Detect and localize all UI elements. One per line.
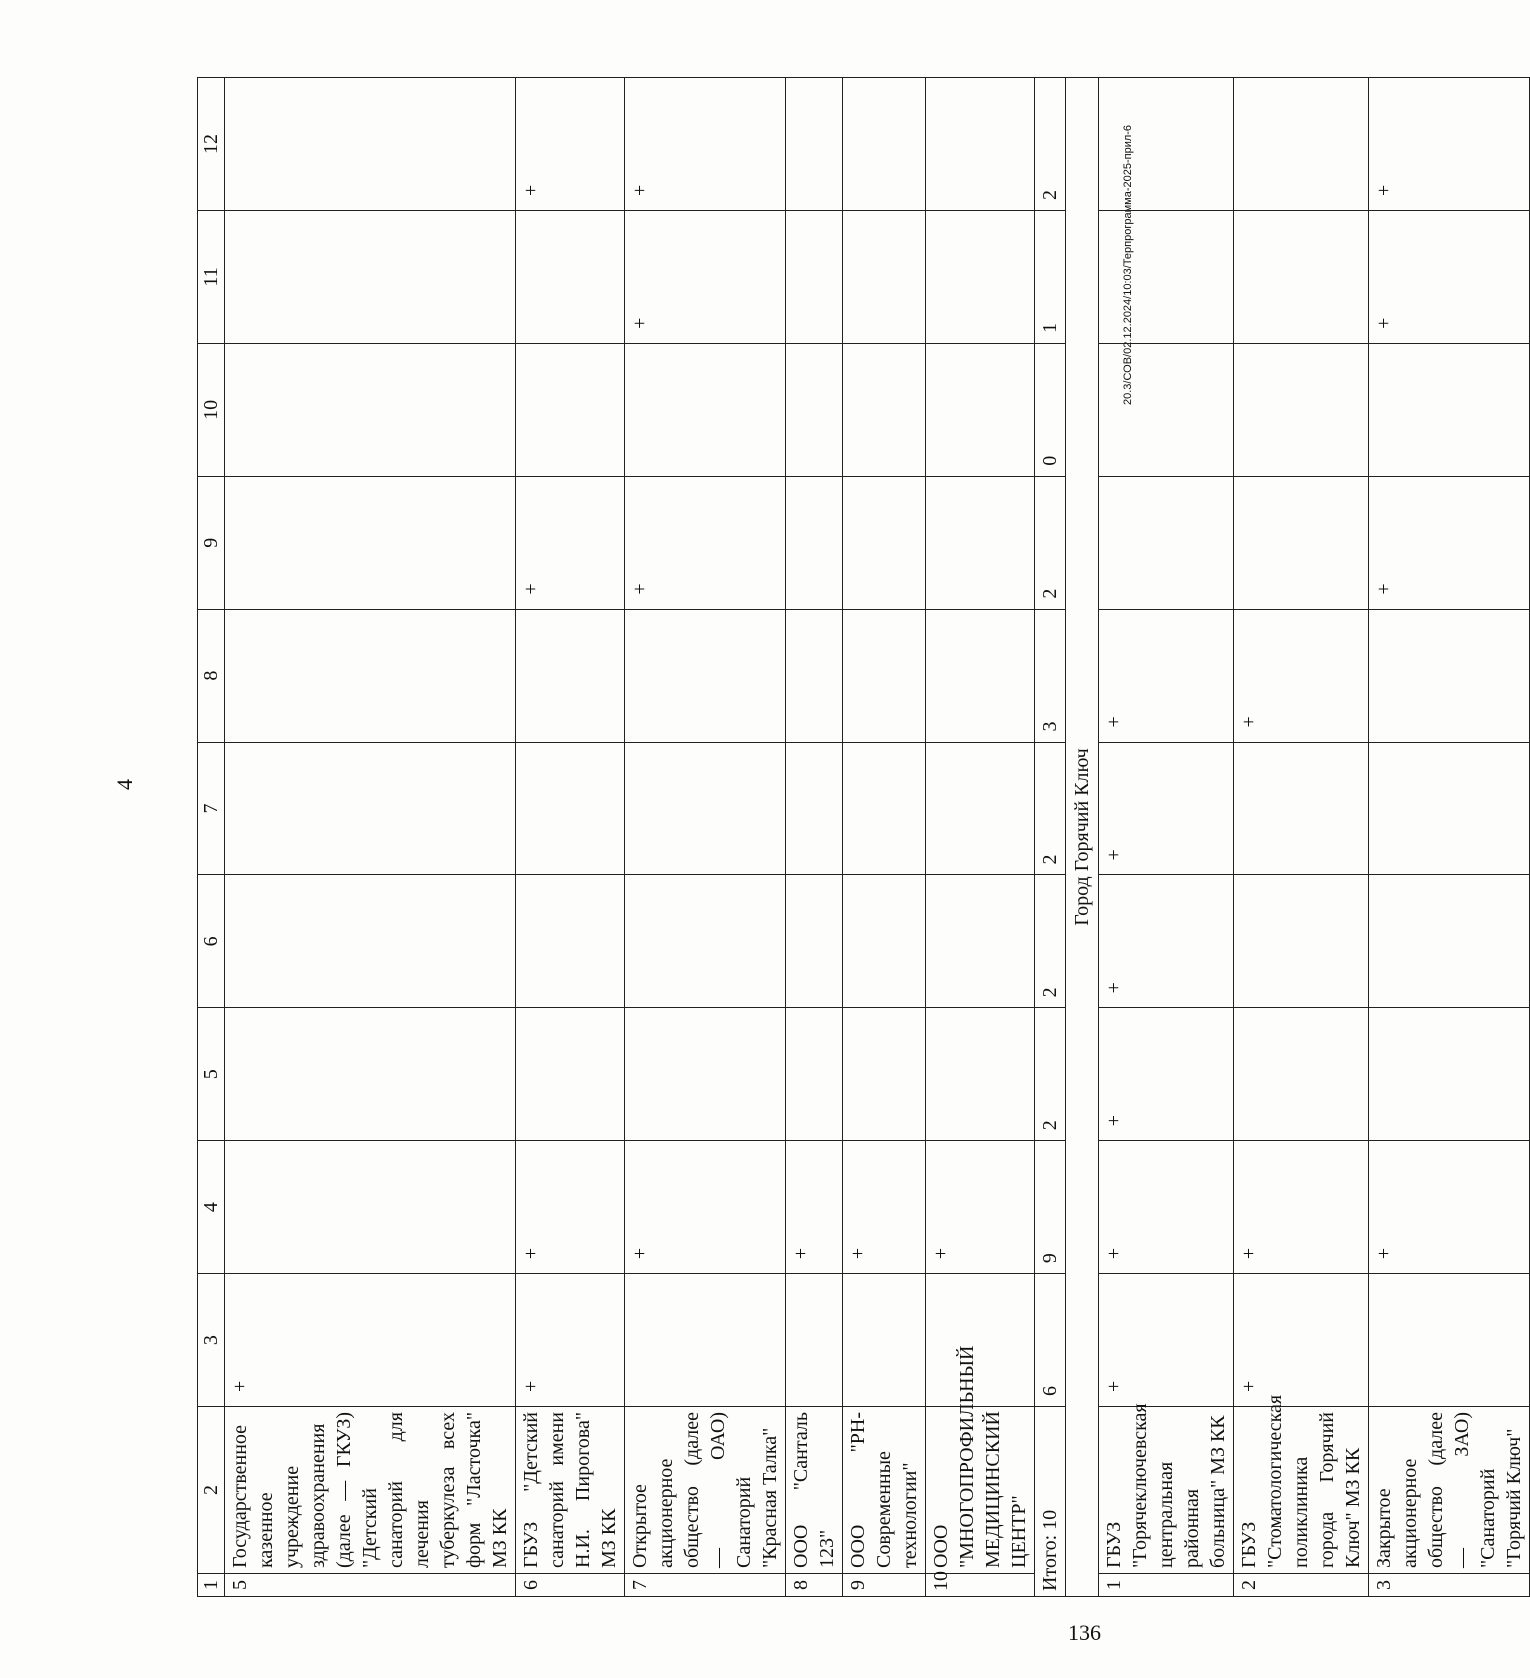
mark-cell <box>516 210 625 343</box>
mark-cell: + <box>786 1141 843 1274</box>
row-number: 8 <box>786 1574 843 1597</box>
header-cell: 11 <box>198 210 225 343</box>
row-number: 3 <box>1369 1574 1530 1597</box>
sheet-number: 136 <box>1068 1620 1101 1645</box>
header-cell: 7 <box>198 742 225 875</box>
facilities-table <box>197 77 1530 1597</box>
mark-cell <box>1234 476 1369 609</box>
mark-cell <box>1099 78 1234 211</box>
mark-cell <box>516 343 625 476</box>
mark-cell <box>843 343 926 476</box>
mark-cell <box>1369 875 1530 1008</box>
row-number: 5 <box>225 1574 516 1597</box>
mark-cell: + <box>843 1141 926 1274</box>
mark-cell: + <box>1099 875 1234 1008</box>
mark-cell <box>926 1008 1035 1141</box>
mark-cell <box>786 609 843 742</box>
table-header-row <box>198 78 225 1597</box>
mark-cell: + <box>1369 210 1530 343</box>
mark-cell <box>1234 742 1369 875</box>
mark-cell <box>516 1008 625 1141</box>
mark-cell <box>1234 875 1369 1008</box>
row-number: 10 <box>926 1574 1035 1597</box>
mark-cell <box>926 210 1035 343</box>
total-cell: 2 <box>1035 875 1066 1008</box>
mark-cell <box>1234 210 1369 343</box>
mark-cell <box>926 742 1035 875</box>
mark-cell <box>926 609 1035 742</box>
table-row <box>625 78 786 1597</box>
header-cell: 6 <box>198 875 225 1008</box>
mark-cell <box>225 476 516 609</box>
header-cell: 1 <box>198 1574 225 1597</box>
mark-cell <box>625 343 786 476</box>
mark-cell: + <box>625 476 786 609</box>
mark-cell <box>625 1274 786 1407</box>
table-row <box>1234 78 1369 1597</box>
facility-name: Государственное казенное учреждение здравоохранения (далее — ГКУЗ) "Детский санаторий для лечения туберкулеза всех форм "Ласточка" МЗ КК <box>225 1407 516 1574</box>
mark-cell <box>1369 609 1530 742</box>
mark-cell <box>786 1008 843 1141</box>
header-cell: 12 <box>198 78 225 211</box>
total-cell: 2 <box>1035 1008 1066 1141</box>
page-number: 4 <box>112 779 137 790</box>
mark-cell: + <box>225 1274 516 1407</box>
facility-name: ООО "Санталь 123" <box>786 1407 843 1574</box>
mark-cell: + <box>1369 78 1530 211</box>
header-cell: 9 <box>198 476 225 609</box>
row-number: 2 <box>1234 1574 1369 1597</box>
mark-cell <box>516 609 625 742</box>
mark-cell <box>786 210 843 343</box>
mark-cell <box>926 1274 1035 1407</box>
document-code: 20.3/СОВ/02.12.2024/10:03/Терпрограмма-2025-прил-6 <box>1122 124 1134 405</box>
total-cell: 1 <box>1035 210 1066 343</box>
row-number: 1 <box>1099 1574 1234 1597</box>
row-number: 6 <box>516 1574 625 1597</box>
mark-cell: + <box>1099 1274 1234 1407</box>
total-label: Итого: 10 <box>1035 1407 1066 1597</box>
mark-cell <box>225 875 516 1008</box>
mark-cell: + <box>625 1141 786 1274</box>
mark-cell: + <box>926 1141 1035 1274</box>
facility-name: ООО "МНОГОПРОФИЛЬНЫЙ МЕДИЦИНСКИЙ ЦЕНТР" <box>926 1407 1035 1574</box>
table-row <box>843 78 926 1597</box>
mark-cell <box>843 78 926 211</box>
total-cell: 2 <box>1035 476 1066 609</box>
mark-cell <box>225 210 516 343</box>
mark-cell: + <box>625 78 786 211</box>
facility-name: ГБУЗ "Детский санаторий имени Н.И. Пирогова" МЗ КК <box>516 1407 625 1574</box>
facility-name: Открытое акционерное общество (далее — ОАО) Санаторий "Красная Талка" <box>625 1407 786 1574</box>
mark-cell: + <box>1234 1274 1369 1407</box>
section-title: Город Горячий Ключ <box>1066 78 1099 1597</box>
mark-cell: + <box>516 476 625 609</box>
mark-cell <box>786 78 843 211</box>
mark-cell <box>516 875 625 1008</box>
total-cell: 3 <box>1035 609 1066 742</box>
mark-cell <box>786 742 843 875</box>
header-cell: 5 <box>198 1008 225 1141</box>
mark-cell <box>225 78 516 211</box>
total-cell: 2 <box>1035 78 1066 211</box>
table-row <box>516 78 625 1597</box>
mark-cell <box>1369 742 1530 875</box>
header-cell: 2 <box>198 1407 225 1574</box>
mark-cell <box>1234 78 1369 211</box>
mark-cell <box>843 476 926 609</box>
mark-cell: + <box>1099 742 1234 875</box>
facility-name: Закрытое акционерное общество (далее — ЗАО) "Санаторий "Горячий Ключ" <box>1369 1407 1530 1574</box>
table-row <box>1099 78 1234 1597</box>
mark-cell: + <box>516 1274 625 1407</box>
mark-cell: + <box>1099 609 1234 742</box>
table-row <box>225 78 516 1597</box>
mark-cell <box>625 1008 786 1141</box>
table-row <box>1369 78 1530 1597</box>
mark-cell <box>625 875 786 1008</box>
mark-cell <box>843 742 926 875</box>
mark-cell <box>926 875 1035 1008</box>
mark-cell <box>926 78 1035 211</box>
facility-name: ГБУЗ "Стоматологическая поликлиника города Горячий Ключ" МЗ КК <box>1234 1407 1369 1574</box>
mark-cell <box>225 1008 516 1141</box>
mark-cell: + <box>1234 1141 1369 1274</box>
mark-cell <box>843 210 926 343</box>
mark-cell <box>1099 343 1234 476</box>
section-row <box>1066 78 1099 1597</box>
mark-cell <box>1369 1008 1530 1141</box>
mark-cell: + <box>625 210 786 343</box>
total-cell: 2 <box>1035 742 1066 875</box>
mark-cell: + <box>1099 1141 1234 1274</box>
mark-cell <box>1234 343 1369 476</box>
row-number: 7 <box>625 1574 786 1597</box>
header-cell: 10 <box>198 343 225 476</box>
header-cell: 4 <box>198 1141 225 1274</box>
mark-cell <box>225 1141 516 1274</box>
facility-name: ООО "РН-Современные технологии" <box>843 1407 926 1574</box>
mark-cell: + <box>1234 609 1369 742</box>
mark-cell <box>625 609 786 742</box>
mark-cell: + <box>1369 476 1530 609</box>
mark-cell <box>1099 476 1234 609</box>
mark-cell: + <box>516 78 625 211</box>
row-number: 9 <box>843 1574 926 1597</box>
mark-cell <box>843 1274 926 1407</box>
mark-cell: + <box>1099 1008 1234 1141</box>
mark-cell <box>786 875 843 1008</box>
mark-cell <box>1099 210 1234 343</box>
mark-cell <box>843 1008 926 1141</box>
total-cell: 6 <box>1035 1274 1066 1407</box>
table-row <box>786 78 843 1597</box>
header-cell: 8 <box>198 609 225 742</box>
mark-cell: + <box>1369 1141 1530 1274</box>
mark-cell <box>843 609 926 742</box>
total-row <box>1035 78 1066 1597</box>
table-row <box>926 78 1035 1597</box>
mark-cell <box>926 476 1035 609</box>
facility-name: ГБУЗ "Горячеключевская центральная районная больница" МЗ КК <box>1099 1407 1234 1574</box>
mark-cell <box>843 875 926 1008</box>
total-cell: 0 <box>1035 343 1066 476</box>
header-cell: 3 <box>198 1274 225 1407</box>
mark-cell <box>225 609 516 742</box>
mark-cell <box>225 742 516 875</box>
mark-cell <box>926 343 1035 476</box>
mark-cell <box>1234 1008 1369 1141</box>
mark-cell <box>625 742 786 875</box>
mark-cell <box>1369 1274 1530 1407</box>
mark-cell <box>786 1274 843 1407</box>
mark-cell <box>786 343 843 476</box>
mark-cell <box>1369 343 1530 476</box>
mark-cell: + <box>516 1141 625 1274</box>
mark-cell <box>786 476 843 609</box>
mark-cell <box>225 343 516 476</box>
mark-cell <box>516 742 625 875</box>
total-cell: 9 <box>1035 1141 1066 1274</box>
